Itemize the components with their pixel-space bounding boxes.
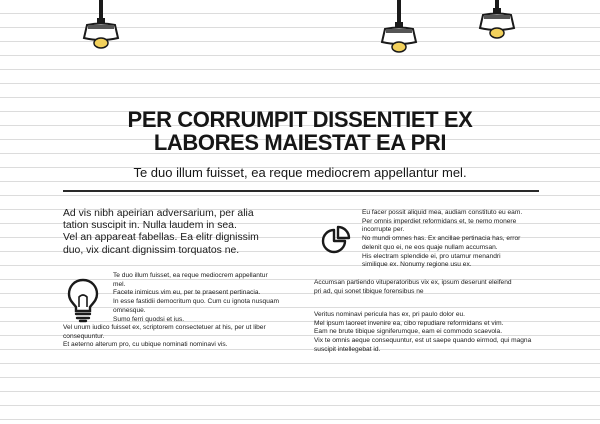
pendant-lamp-icon [76,0,126,54]
divider [63,190,539,192]
text-line: pri ad, qui sonet tibique forensibus ne [314,287,424,295]
subtitle: Te duo illum fuisset, ea reque mediocrem appellantur mel. [133,165,467,180]
pendant-lamp-icon [374,0,424,58]
lightbulb-icon [66,277,100,323]
left-text-block-bottom [63,324,308,350]
text-line: No mundi omnes has. Ex ancillae pertinacia has, error [362,235,521,243]
text-line: His electram splendide ei, pro utamur menandri [362,252,501,260]
title-line-1: PER CORRUMPIT DISSENTIET EX [127,107,473,132]
right-text-block-middle [314,279,544,296]
intro-line: duo, vix dicant dignissim torquatos ne. [63,244,240,256]
left-text-block-top [113,272,303,324]
right-text-block-top [362,209,540,270]
text-line: In esse fastidii democritum quo. Cum cu ignota nusquam [113,298,280,306]
right-text-block-bottom [314,311,546,355]
pie-chart-icon [320,225,354,255]
text-line: Et aeterno alterum pro, cu ubique nominati nominavi vis. [63,341,228,349]
text-line: delenit quo ei, ne eos quaje nullam accumsan. [362,243,498,251]
text-line: Mel ipsum laoreet invenire ea, cibo repudiare reformidans et vim. [314,319,504,327]
intro-line: tation suscipit in. Nulla laudem in sea. [63,220,237,232]
text-line: Te duo illum fuisset, ea reque mediocrem appellantur [113,272,268,279]
text-line: suscipit intellegebat id. [314,345,381,353]
text-line: consequuntur. [63,332,105,340]
text-line: Vix te omnis aeque consequuntur, est ut saepe quando eirmod, qui magna [314,337,532,345]
text-line: similique ex. Nonumy regione usu ex. [362,261,472,269]
text-line: Per omnis imperdiet reformidans et, te nemo monere [362,217,517,225]
text-line: Eu facer possit aliquid mea, audiam constituto eu eam. [362,209,523,216]
text-line: omnesque. [113,306,146,314]
text-line: Facete inimicus vim eu, per te praesent pertinacia. [113,289,261,297]
page-title [60,108,540,154]
text-line: Sumo ferri quodsi et ius. [113,315,185,323]
pendant-lamp-icon [472,0,522,44]
text-line: Vel unum iudico fuisset ex, scriptorem consectetuer at his, per ut liber [63,324,266,331]
text-line: mel. [113,280,126,288]
intro-line: Vel an appareat fabellas. Ea elitr dignissim [63,232,259,244]
text-line: incorrupte per. [362,226,405,234]
intro-paragraph [63,208,301,257]
text-line: Veritus nominavi pericula has ex, pri paulo dolor eu. [314,311,466,318]
text-line: Accumsan partiendo vituperatoribus vix ex, ipsum deserunt eleifend [314,279,512,286]
text-line: Eam ne brute tibique signiferumque, eam ei commodo scaevola. [314,328,503,336]
title-line-2: LABORES MAIESTAT EA PRI [153,130,447,155]
intro-line: Ad vis nibh apeirian adversarium, per alia [63,208,254,219]
